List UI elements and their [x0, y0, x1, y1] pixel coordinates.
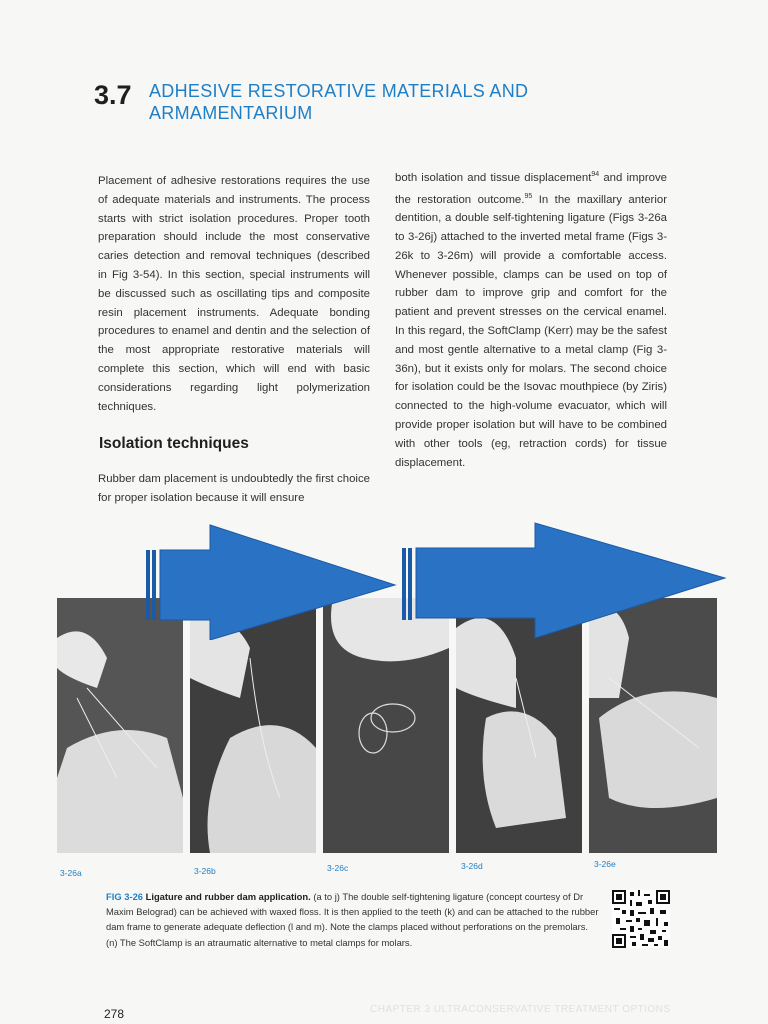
- caption-body: (a to j) The double self-tightening ligature (concept courtesy of Dr Maxim Belograd) can be achieved with waxed floss. It is then applied to the teeth (k) and can be attached to the rubber dam frame to generate adequate deflection (l and m). Note the clamps placed without perforations on the premolars. (n) The SoftClamp is an atraumatic alternative to metal clamps for molars.: [106, 891, 599, 948]
- right-text-2: and improve the restoration outcome.: [395, 171, 667, 206]
- arrow-left: [146, 525, 395, 640]
- section-number: 3.7: [94, 80, 132, 110]
- page-number: 278: [104, 1007, 125, 1021]
- footnote-ref-95: 95: [524, 192, 533, 200]
- right-text-3: In the maxillary anterior dentition, a double self-tightening ligature (Figs 3-26a to 3-26j) attached to the inverted metal frame (Figs 3-26k to 3-26m) will provide a comfortable access. Whenever possible, clamps can be used on top of rubber dam to improve grip and comfort for the patient and prevent stresses on the cervical enamel. In this regard, the SoftClamp (Kerr) may be the safest and most gentle alternative to a metal clamp (Fig 3-36n), but it exists only for molars. The second choice for isolation could be the Isovac mouthpiece (by Ziris) connected to the high-volume evacuator, which will provide proper isolation but will have to be combined with other tools (eg, retraction cords) for tissue displacement.: [395, 193, 667, 469]
- arrow-right: [402, 523, 725, 638]
- footnote-ref-94: 94: [591, 171, 600, 178]
- caption-title: Ligature and rubber dam application.: [145, 891, 311, 902]
- label-3-26a: 3-26a: [60, 868, 82, 878]
- caption-label: FIG 3-26: [106, 891, 143, 902]
- qr-code-icon[interactable]: [612, 890, 670, 948]
- isolation-subheading: Isolation techniques: [99, 435, 249, 452]
- section-title-line2: ARMAMENTARIUM: [149, 103, 313, 123]
- left-column-intro: [98, 172, 370, 416]
- section-title-line1: ADHESIVE RESTORATIVE MATERIALS AND: [149, 81, 529, 101]
- right-column: [395, 166, 667, 472]
- running-footer: CHAPTER 3 ULTRACONSERVATIVE TREATMENT OPTIONS: [370, 1004, 671, 1015]
- isolation-paragraph: Rubber dam placement is undoubtedly the first choice for proper isolation because it will ensure: [98, 473, 370, 504]
- left-column-para2: [98, 470, 370, 508]
- label-3-26c: 3-26c: [327, 863, 349, 873]
- label-3-26e: 3-26e: [594, 859, 616, 869]
- arrow-overlay: [140, 520, 730, 640]
- label-3-26b: 3-26b: [194, 866, 216, 876]
- figure-caption: [106, 889, 600, 950]
- label-3-26d: 3-26d: [461, 861, 483, 871]
- section-title: [149, 80, 569, 124]
- right-text-1: both isolation and tissue displacement: [395, 171, 592, 184]
- right-paragraph: [395, 166, 667, 472]
- intro-paragraph: Placement of adhesive restorations requires the use of adequate materials and instruments. The process starts with strict isolation procedures. Proper tooth preparation should include the most conservative caries detection and removal techniques (described in Fig 3-54). In this section, special instruments will be discussed such as oscillating tips and composite resin placement instruments. Adequate bonding procedures to enamel and dentin and the selection of the most appropriate restorative materials will complete this section, which will end with basic considerations regarding light polymerization techniques.: [98, 175, 370, 413]
